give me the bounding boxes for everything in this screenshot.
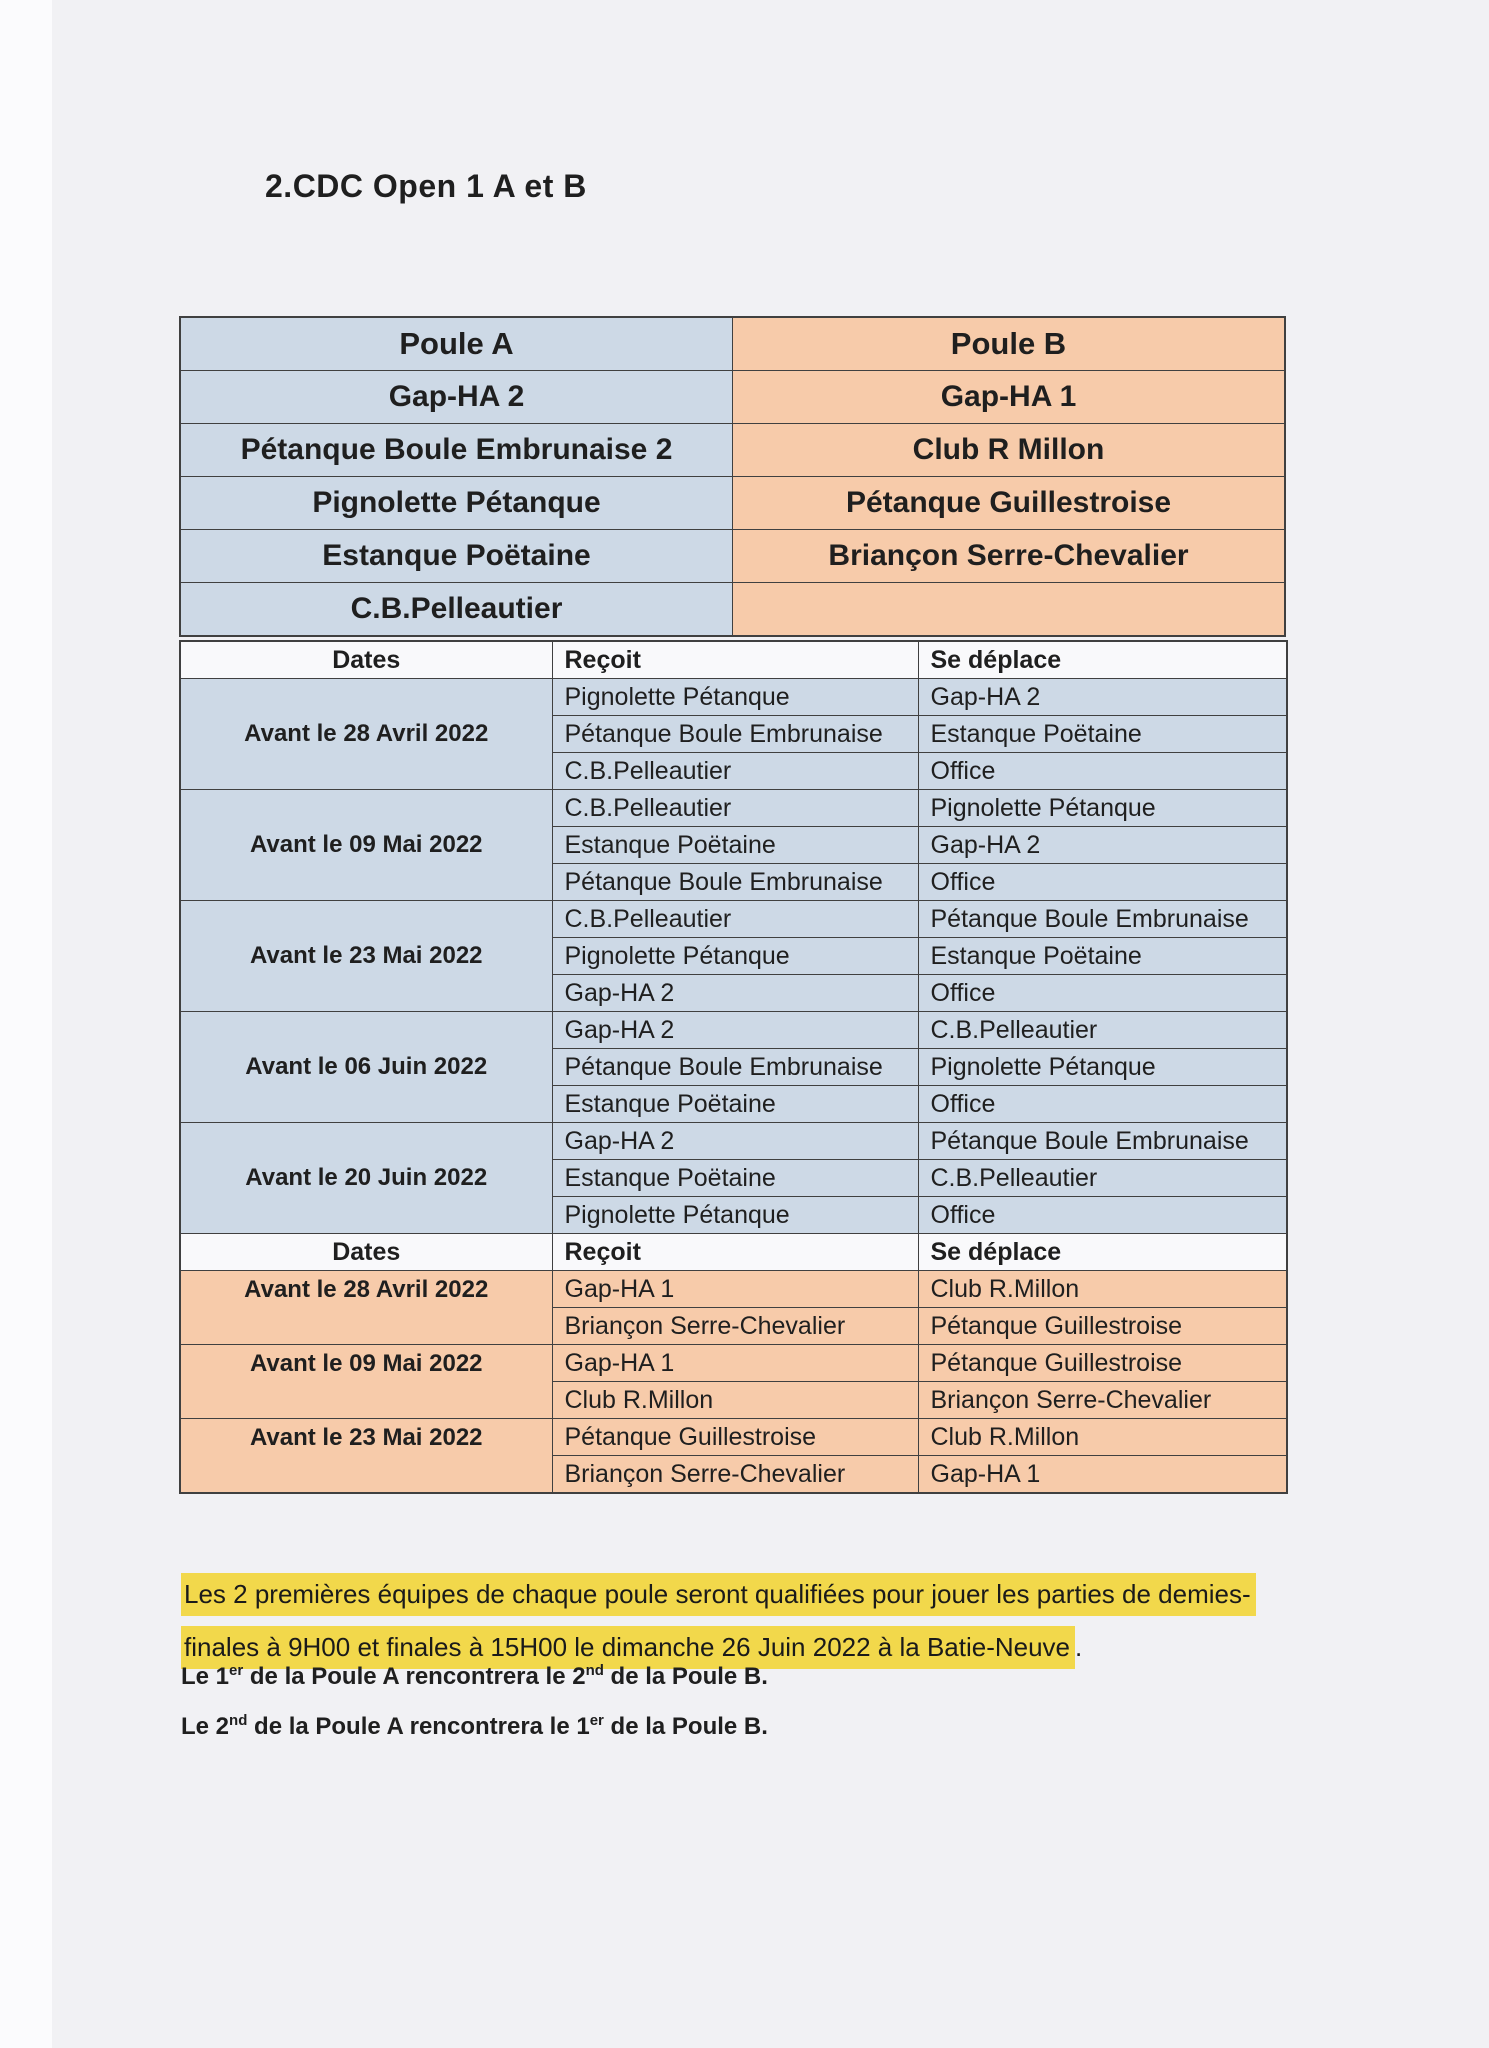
date-label: Avant le 28 Avril 2022 — [244, 720, 489, 747]
receives-cell: Gap-HA 1 — [552, 1271, 918, 1308]
pool-b-team-cell: Gap-HA 1 — [733, 371, 1286, 424]
date-label: Avant le 09 Mai 2022 — [249, 831, 483, 858]
match-row — [180, 1123, 1287, 1160]
receives-cell: Gap-HA 2 — [552, 1123, 918, 1160]
moves-header: Se déplace — [918, 641, 1287, 679]
pool-a-team-cell: Gap-HA 2 — [180, 371, 733, 424]
date-label: Avant le 09 Mai 2022 — [249, 1350, 483, 1377]
receives-cell: Briançon Serre-Chevalier — [552, 1308, 918, 1345]
pool-header-row — [180, 317, 1285, 371]
receives-cell: Estanque Poëtaine — [552, 1160, 918, 1197]
match-row — [180, 1271, 1287, 1308]
schedule-table — [179, 640, 1288, 1494]
moves-cell: Office — [918, 753, 1287, 790]
receives-cell: Estanque Poëtaine — [552, 827, 918, 864]
receives-cell: Pignolette Pétanque — [552, 1197, 918, 1234]
pairing-rule-line — [181, 1702, 768, 1752]
pool-row — [180, 371, 1285, 424]
highlighted-text-line1: Les 2 premières équipes de chaque poule seront qualifiées pour jouer les parties de demies- — [181, 1573, 1256, 1616]
rule-text: de la Poule B. — [603, 1663, 768, 1690]
ordinal-suffix: er — [229, 1662, 244, 1679]
receives-cell: Gap-HA 1 — [552, 1345, 918, 1382]
pool-row — [180, 530, 1285, 583]
pairing-rules — [181, 1652, 768, 1752]
moves-cell: C.B.Pelleautier — [918, 1160, 1287, 1197]
date-cell — [180, 1345, 552, 1419]
moves-cell: Club R.Millon — [918, 1419, 1287, 1456]
moves-cell: Pignolette Pétanque — [918, 790, 1287, 827]
moves-cell: Briançon Serre-Chevalier — [918, 1382, 1287, 1419]
rule-text: Le 1 — [181, 1663, 230, 1690]
receives-cell: Estanque Poëtaine — [552, 1086, 918, 1123]
date-cell — [180, 901, 552, 1012]
match-row — [180, 901, 1287, 938]
pool-a-team-cell: C.B.Pelleautier — [180, 583, 733, 637]
date-label: Avant le 28 Avril 2022 — [244, 1276, 489, 1303]
moves-cell: Gap-HA 2 — [918, 679, 1287, 716]
pairing-rule-line — [181, 1652, 768, 1702]
moves-cell: Office — [918, 864, 1287, 901]
receives-cell: C.B.Pelleautier — [552, 901, 918, 938]
ordinal-suffix: er — [589, 1712, 604, 1729]
date-cell — [180, 679, 552, 790]
match-row — [180, 1345, 1287, 1382]
pool-b-team-cell: Pétanque Guillestroise — [733, 477, 1286, 530]
pool-a-header: Poule A — [180, 317, 733, 371]
highlighted-text-line2: finales à 9H00 et finales à 15H00 le dimanche 26 Juin 2022 à la Batie-Neuve — [181, 1626, 1075, 1669]
ordinal-suffix: nd — [229, 1712, 248, 1729]
pool-b-team-cell: Briançon Serre-Chevalier — [733, 530, 1286, 583]
pool-row — [180, 583, 1285, 637]
pool-row — [180, 477, 1285, 530]
receives-cell: C.B.Pelleautier — [552, 753, 918, 790]
match-row — [180, 1419, 1287, 1456]
note-tail: . — [1075, 1632, 1083, 1662]
moves-cell: Pétanque Guillestroise — [918, 1308, 1287, 1345]
receives-header: Reçoit — [552, 1234, 918, 1271]
rule-text: de la Poule A rencontrera le 2 — [243, 1663, 586, 1690]
receives-header: Reçoit — [552, 641, 918, 679]
date-label: Avant le 06 Juin 2022 — [245, 1053, 488, 1080]
scan-margin — [0, 0, 52, 2048]
dates-header: Dates — [180, 1234, 552, 1271]
pool-a-team-cell: Estanque Poëtaine — [180, 530, 733, 583]
moves-cell: Estanque Poëtaine — [918, 938, 1287, 975]
pool-table — [179, 316, 1286, 637]
moves-cell: C.B.Pelleautier — [918, 1012, 1287, 1049]
receives-cell: Club R.Millon — [552, 1382, 918, 1419]
moves-cell: Pétanque Boule Embrunaise — [918, 901, 1287, 938]
pool-b-team-cell — [733, 583, 1286, 637]
date-cell — [180, 790, 552, 901]
schedule-header-row — [180, 641, 1287, 679]
date-cell — [180, 1123, 552, 1234]
receives-cell: Gap-HA 2 — [552, 1012, 918, 1049]
schedule-header-row — [180, 1234, 1287, 1271]
receives-cell: Gap-HA 2 — [552, 975, 918, 1012]
ordinal-suffix: nd — [585, 1662, 604, 1679]
match-row — [180, 1012, 1287, 1049]
moves-header: Se déplace — [918, 1234, 1287, 1271]
moves-cell: Office — [918, 1197, 1287, 1234]
moves-cell: Club R.Millon — [918, 1271, 1287, 1308]
pool-a-team-cell: Pignolette Pétanque — [180, 477, 733, 530]
moves-cell: Office — [918, 975, 1287, 1012]
moves-cell: Office — [918, 1086, 1287, 1123]
match-row — [180, 790, 1287, 827]
date-label: Avant le 20 Juin 2022 — [245, 1164, 488, 1191]
moves-cell: Gap-HA 2 — [918, 827, 1287, 864]
match-row — [180, 679, 1287, 716]
receives-cell: Pétanque Guillestroise — [552, 1419, 918, 1456]
receives-cell: Pétanque Boule Embrunaise — [552, 864, 918, 901]
date-cell — [180, 1419, 552, 1494]
moves-cell: Pignolette Pétanque — [918, 1049, 1287, 1086]
pool-b-header: Poule B — [733, 317, 1286, 371]
date-label: Avant le 23 Mai 2022 — [249, 1424, 483, 1451]
dates-header: Dates — [180, 641, 552, 679]
receives-cell: Pignolette Pétanque — [552, 679, 918, 716]
moves-cell: Gap-HA 1 — [918, 1456, 1287, 1494]
receives-cell: Pignolette Pétanque — [552, 938, 918, 975]
receives-cell: Pétanque Boule Embrunaise — [552, 716, 918, 753]
pool-a-team-cell: Pétanque Boule Embrunaise 2 — [180, 424, 733, 477]
receives-cell: Briançon Serre-Chevalier — [552, 1456, 918, 1494]
receives-cell: C.B.Pelleautier — [552, 790, 918, 827]
moves-cell: Pétanque Boule Embrunaise — [918, 1123, 1287, 1160]
rule-text: de la Poule A rencontrera le 1 — [247, 1713, 590, 1740]
date-cell — [180, 1012, 552, 1123]
moves-cell: Pétanque Guillestroise — [918, 1345, 1287, 1382]
rule-text: Le 2 — [181, 1713, 230, 1740]
pool-row — [180, 424, 1285, 477]
date-label: Avant le 23 Mai 2022 — [249, 942, 483, 969]
document-title: 2.CDC Open 1 A et B — [265, 168, 587, 204]
rule-text: de la Poule B. — [603, 1713, 768, 1740]
pool-b-team-cell: Club R Millon — [733, 424, 1286, 477]
date-cell — [180, 1271, 552, 1345]
moves-cell: Estanque Poëtaine — [918, 716, 1287, 753]
receives-cell: Pétanque Boule Embrunaise — [552, 1049, 918, 1086]
